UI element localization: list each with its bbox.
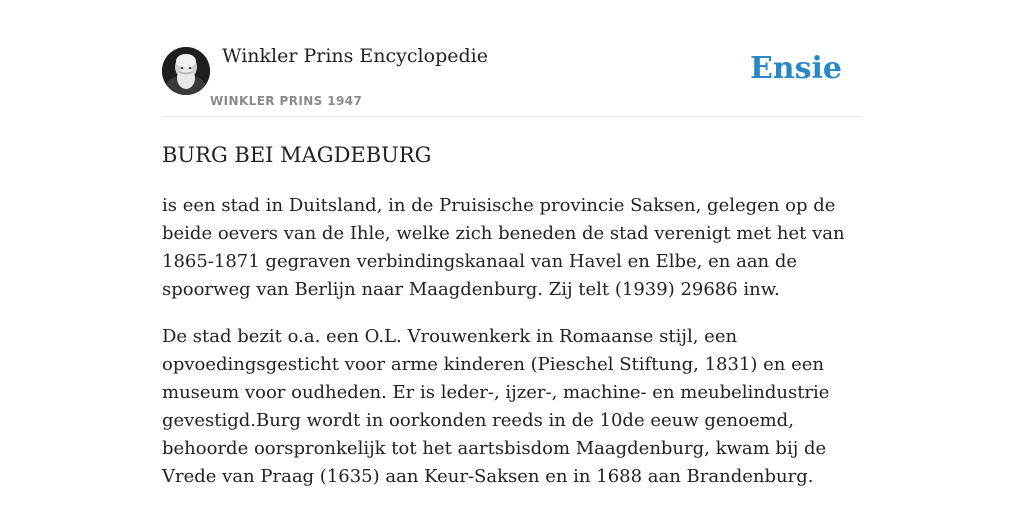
- source-header: [162, 0, 862, 117]
- article: [162, 140, 864, 491]
- article-paragraph: De stad bezit o.a. een O.L. Vrouwenkerk in Romaanse stijl, een opvoedingsgesticht voor arme kinderen (Pieschel Stiftung, 1831) en een museum voor oudheden. Er is leder-, ijzer-, machine- en meubelindustrie gevestigd.Burg wordt in oorkonden reeds in de 10de eeuw genoemd, behoorde oorspronkelijk tot het aartsbisdom Maagdenburg, kwam bij de Vrede van Praag (1635) aan Keur-Saksen en in 1688 aan Brandenburg.: [162, 326, 830, 487]
- article-title: BURG BEI MAGDEBURG: [162, 143, 432, 167]
- portrait-icon: [162, 47, 210, 95]
- author-avatar[interactable]: [162, 47, 210, 95]
- source-subtitle: WINKLER PRINS 1947: [210, 94, 363, 108]
- ensie-logo-link[interactable]: Ensie: [749, 51, 842, 86]
- source-title[interactable]: Winkler Prins Encyclopedie: [222, 45, 488, 67]
- article-paragraph: is een stad in Duitsland, in de Pruisische provincie Saksen, gelegen op de beide oevers van de Ihle, welke zich beneden de stad verenigt met het van 1865-1871 gegraven verbindingskanaal van Havel en Elbe, en aan de spoorweg van Berlijn naar Maagdenburg. Zij telt (1939) 29686 inw.: [162, 195, 845, 300]
